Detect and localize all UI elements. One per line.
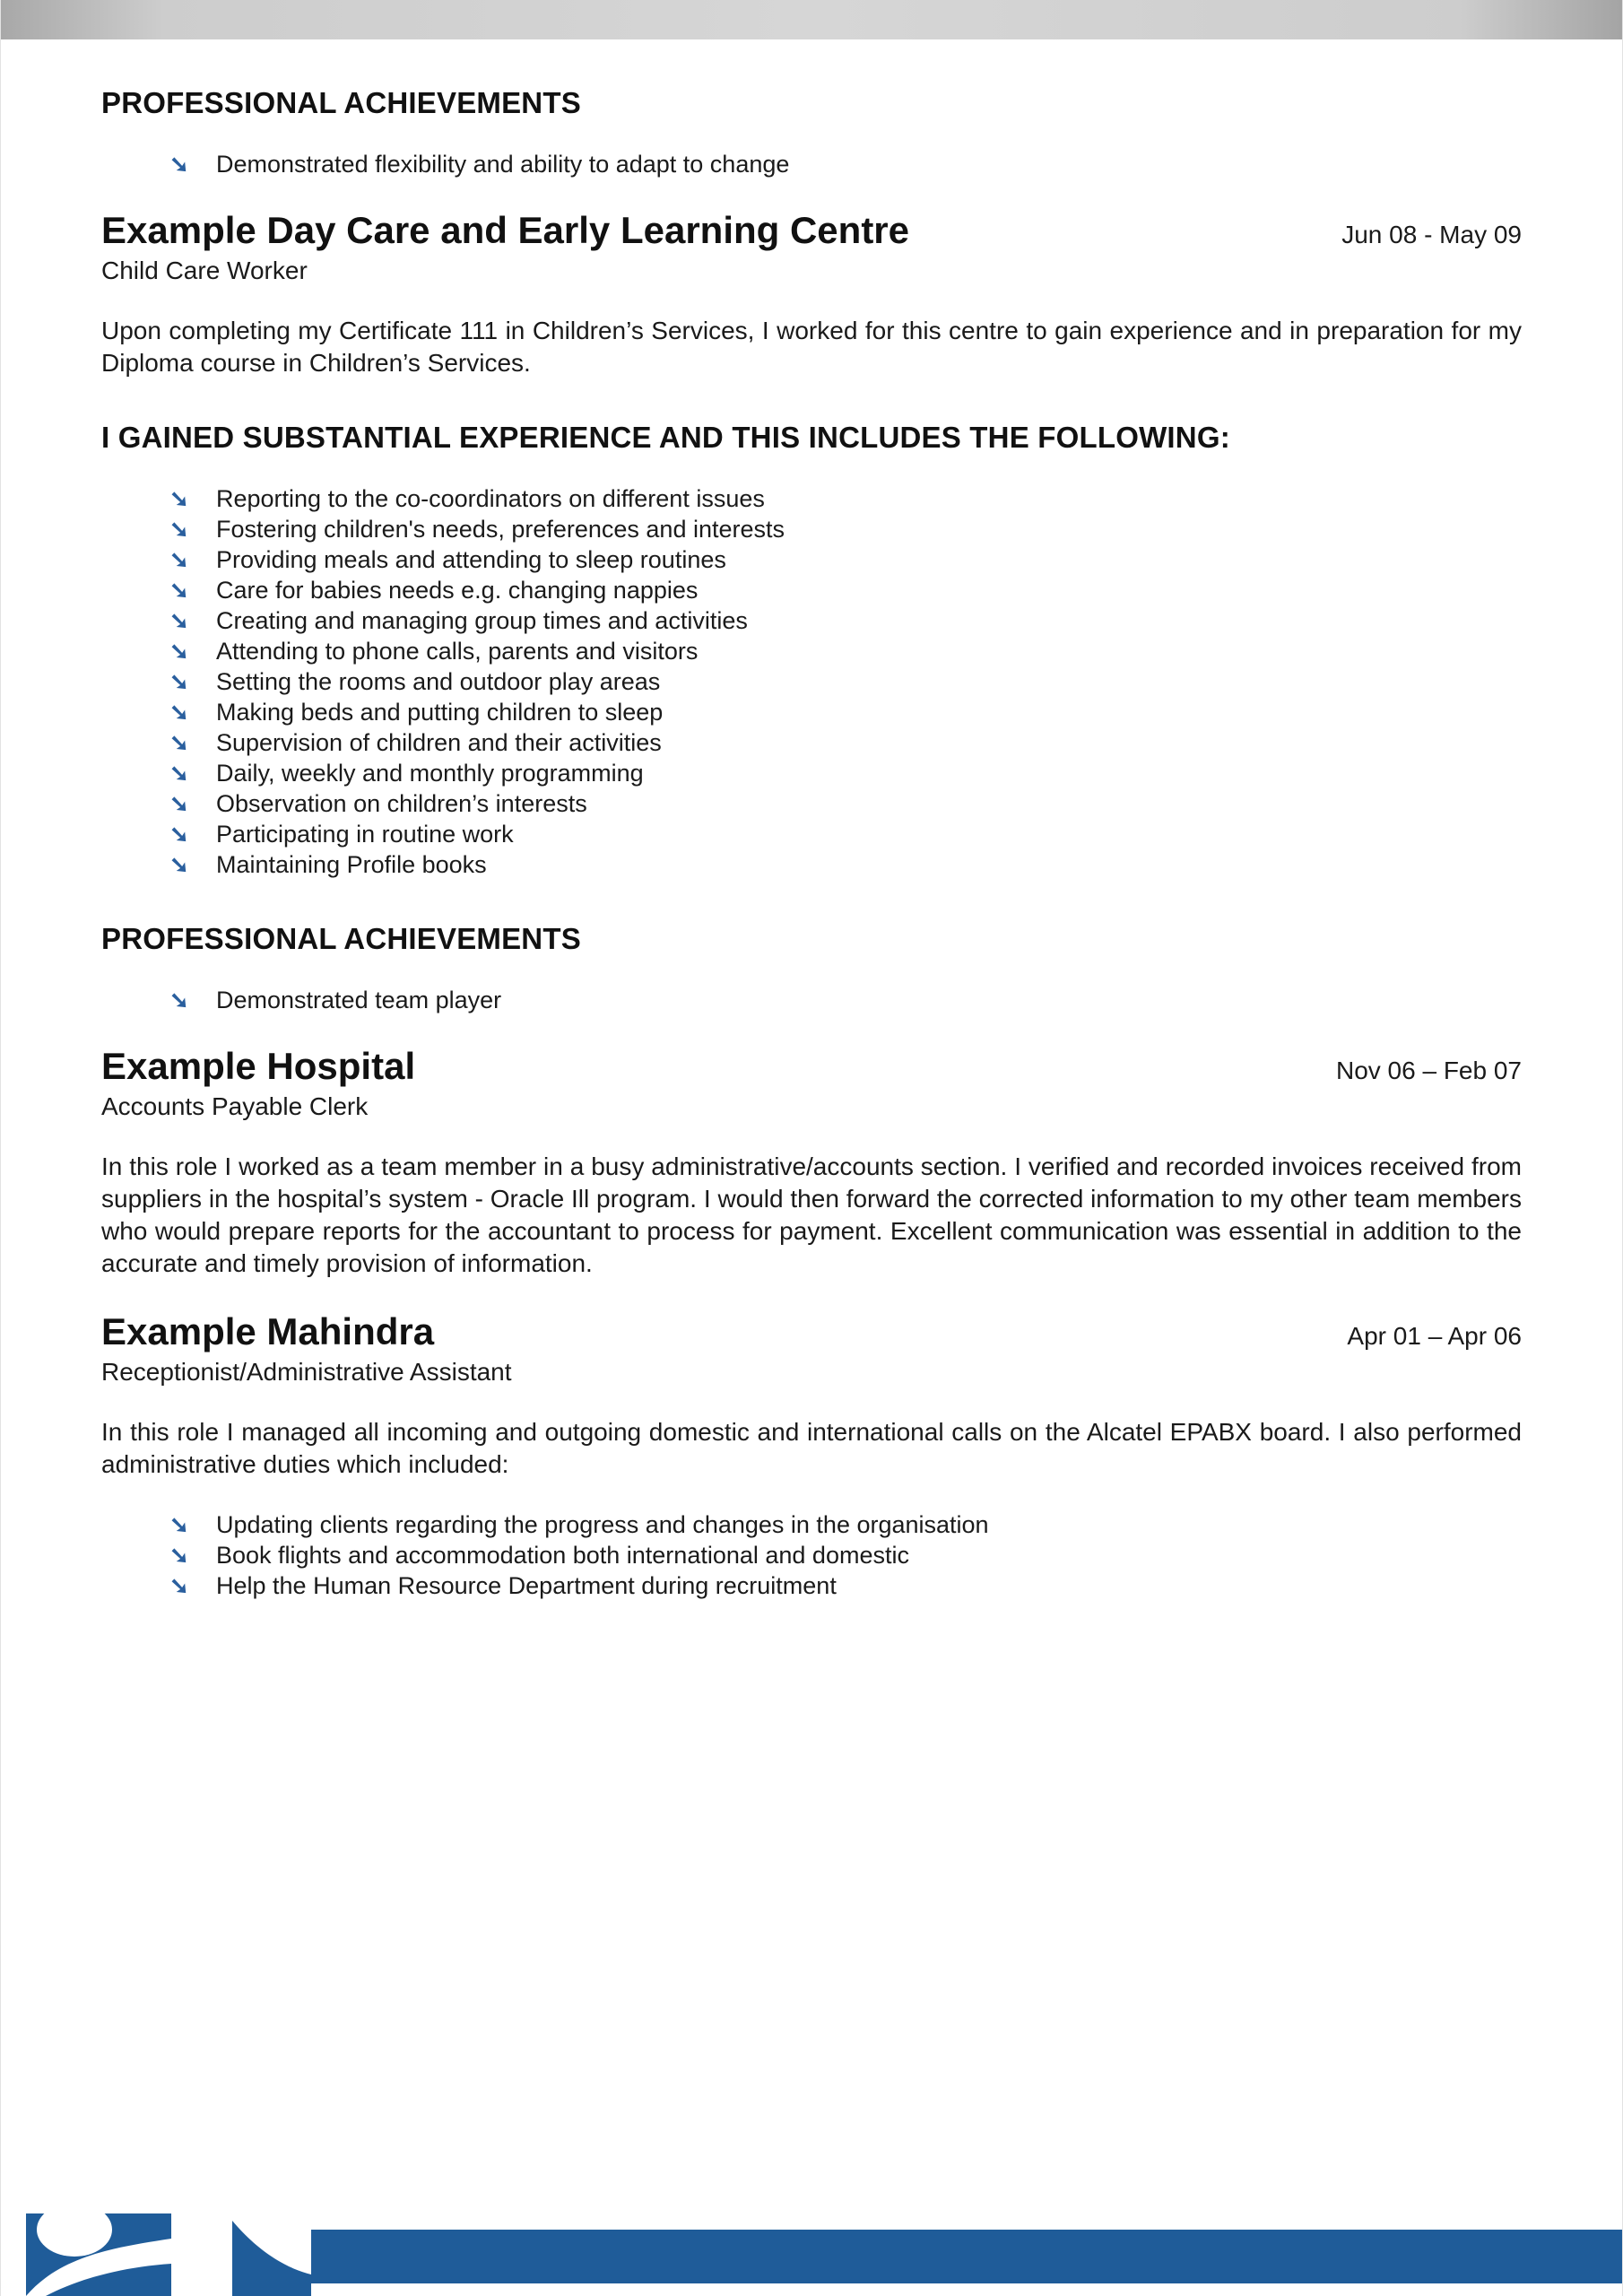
list-item [169, 546, 1522, 574]
bullet-text: Reporting to the co-coordinators on different issues [216, 485, 765, 512]
footer-bar [311, 2230, 1623, 2283]
list-item [169, 790, 1522, 818]
bullet-text: Attending to phone calls, parents and visitors [216, 638, 699, 665]
arrow-bullet-icon: ➘ [169, 516, 189, 543]
arrow-bullet-icon: ➘ [169, 1511, 189, 1538]
bullet-text: Supervision of children and their activities [216, 729, 662, 756]
arrow-bullet-icon: ➘ [169, 729, 189, 756]
arrow-bullet-icon: ➘ [169, 668, 189, 695]
bullet-text: Observation on children’s interests [216, 790, 587, 817]
bullet-text: Demonstrated team player [216, 987, 502, 1013]
arrow-bullet-icon: ➘ [169, 699, 189, 726]
arrow-bullet-icon: ➘ [169, 638, 189, 665]
bullet-text: Book flights and accommodation both international and domestic [216, 1542, 909, 1569]
footer-logo-wedge [232, 2221, 311, 2296]
list-item [169, 607, 1522, 635]
section-heading-experience: I GAINED SUBSTANTIAL EXPERIENCE AND THIS INCLUDES THE FOLLOWING: [101, 421, 1230, 454]
arrow-bullet-icon: ➘ [169, 1572, 189, 1599]
achievements-list-1 [101, 151, 1522, 178]
arrow-bullet-icon: ➘ [169, 485, 189, 512]
arrow-bullet-icon: ➘ [169, 1542, 189, 1569]
arrow-bullet-icon: ➘ [169, 151, 189, 178]
job-paragraph-hospital: In this role I worked as a team member in a busy administrative/accounts section. I verified and recorded invoices received from suppliers in the hospital’s system - Oracle Ill program. I would then forward the corrected information to my other team members who would prepare reports for the accountant to process for payment. Excellent communication was essential in addition to the accurate and timely provision of information. [101, 1152, 1522, 1277]
experience-list [101, 485, 1522, 879]
list-item [169, 577, 1522, 604]
bullet-text: Creating and managing group times and activities [216, 607, 748, 634]
bullet-text: Participating in routine work [216, 821, 514, 848]
arrow-bullet-icon: ➘ [169, 607, 189, 634]
list-item [169, 516, 1522, 544]
bullet-text: Updating clients regarding the progress and changes in the organisation [216, 1511, 989, 1538]
bullet-text: Setting the rooms and outdoor play areas [216, 668, 661, 695]
list-item [169, 851, 1522, 879]
job-title-mahindra: Example Mahindra [101, 1310, 435, 1352]
footer-logo-left-block [26, 2208, 171, 2296]
list-item [169, 485, 1522, 513]
job-paragraph-mahindra: In this role I managed all incoming and outgoing domestic and international calls on the Alcatel EPABX board. I also performed administrative duties which included: [101, 1418, 1522, 1478]
section-heading-professional-achievements-2: PROFESSIONAL ACHIEVEMENTS [101, 922, 581, 955]
list-item [169, 729, 1522, 757]
job-title-hospital: Example Hospital [101, 1045, 416, 1087]
arrow-bullet-icon: ➘ [169, 851, 189, 878]
list-item [169, 151, 1522, 178]
list-item [169, 1511, 1522, 1539]
bullet-text: Fostering children's needs, preferences and interests [216, 516, 785, 543]
achievements-list-2 [101, 987, 1522, 1014]
arrow-bullet-icon: ➘ [169, 821, 189, 848]
list-item [169, 987, 1522, 1014]
arrow-bullet-icon: ➘ [169, 577, 189, 604]
list-item [169, 638, 1522, 665]
job-role-hospital: Accounts Payable Clerk [101, 1092, 369, 1120]
bullet-text: Making beds and putting children to sleep [216, 699, 664, 726]
list-item [169, 699, 1522, 726]
job-header-daycare [101, 209, 1522, 252]
job-role-daycare: Child Care Worker [101, 257, 308, 284]
job-header-mahindra [101, 1310, 1522, 1353]
footer-graphic [1, 2208, 1623, 2296]
section-heading-professional-achievements-1: PROFESSIONAL ACHIEVEMENTS [101, 86, 581, 119]
bullet-text: Maintaining Profile books [216, 851, 487, 878]
resume-content [1, 39, 1622, 1603]
bullet-text: Demonstrated flexibility and ability to adapt to change [216, 151, 790, 178]
arrow-bullet-icon: ➘ [169, 546, 189, 573]
arrow-bullet-icon: ➘ [169, 760, 189, 787]
bullet-text: Providing meals and attending to sleep routines [216, 546, 726, 573]
job-dates-hospital: Nov 06 – Feb 07 [1335, 1057, 1522, 1084]
mahindra-duties-list [101, 1511, 1522, 1600]
bullet-text: Help the Human Resource Department during recruitment [216, 1572, 837, 1599]
job-dates-daycare: Jun 08 - May 09 [1341, 221, 1522, 248]
list-item [169, 1572, 1522, 1600]
top-gray-band [1, 0, 1622, 39]
arrow-bullet-icon: ➘ [169, 987, 189, 1013]
list-item [169, 821, 1522, 848]
list-item [169, 1542, 1522, 1570]
bullet-text: Daily, weekly and monthly programming [216, 760, 644, 787]
bullet-text: Care for babies needs e.g. changing nappies [216, 577, 699, 604]
job-title-daycare: Example Day Care and Early Learning Centre [101, 209, 910, 251]
job-role-mahindra: Receptionist/Administrative Assistant [101, 1358, 512, 1386]
list-item [169, 760, 1522, 787]
job-dates-mahindra: Apr 01 – Apr 06 [1347, 1322, 1522, 1350]
footer-logo-svg [1, 2208, 1623, 2296]
job-paragraph-daycare: Upon completing my Certificate 111 in Children’s Services, I worked for this centre to gain experience and in preparation for my Diploma course in Children’s Services. [101, 317, 1522, 377]
list-item [169, 668, 1522, 696]
job-header-hospital [101, 1045, 1522, 1088]
arrow-bullet-icon: ➘ [169, 790, 189, 817]
